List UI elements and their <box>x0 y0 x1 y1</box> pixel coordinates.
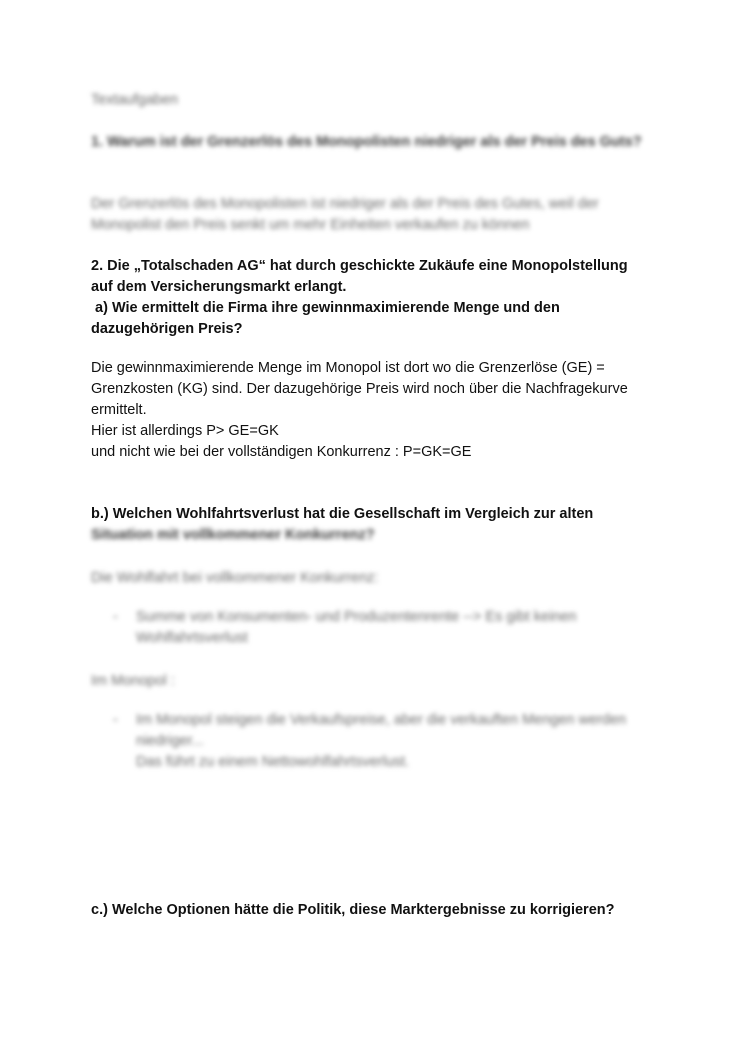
question-2-intro <box>91 256 671 340</box>
question-1: 1. Warum ist der Grenzerlös des Monopolisten niedriger als der Preis des Guts? <box>91 134 642 150</box>
document-heading: Textaufgaben <box>91 92 179 108</box>
question-2a-line-2: dazugehörigen Preis? <box>91 321 243 337</box>
question-2b <box>91 504 671 546</box>
list-item-line: Das führt zu einem Nettowohlfahrtsverlust. <box>136 754 410 770</box>
answer-2a-line-3: ermittelt. <box>91 402 147 418</box>
answer-2a-line-2: Grenzkosten (KG) sind. Der dazugehörige Preis wird noch über die Nachfragekurve <box>91 381 628 397</box>
bullet-dash: - <box>113 609 118 625</box>
list-item-line: Wohlfahrtsverlust <box>136 630 248 646</box>
list-item-line: Summe von Konsumenten- und Produzentenrente --> Es gibt keinen <box>136 609 577 625</box>
perfect-competition-list <box>91 607 671 649</box>
monopoly-label: Im Monopol : <box>91 673 175 689</box>
question-2-intro-line-2: auf dem Versicherungsmarkt erlangt. <box>91 279 347 295</box>
answer-2b <box>91 568 671 773</box>
answer-1: Der Grenzerlös des Monopolisten ist niedriger als der Preis des Gutes, weil der Monopolist den Preis senkt um mehr Einheiten verkaufen zu können <box>91 196 599 233</box>
bullet-dash: - <box>113 712 118 728</box>
question-2b-line-1: b.) Welchen Wohlfahrtsverlust hat die Gesellschaft im Vergleich zur alten <box>91 506 594 522</box>
answer-2a-line-5: und nicht wie bei der vollständigen Konkurrenz : P=GK=GE <box>91 444 472 460</box>
question-2-intro-line-1: 2. Die „Totalschaden AG“ hat durch geschickte Zukäufe eine Monopolstellung <box>91 258 628 274</box>
perfect-competition-label: Die Wohlfahrt bei vollkommener Konkurrenz: <box>91 570 379 586</box>
monopoly-list <box>91 710 671 773</box>
answer-2a-line-1: Die gewinnmaximierende Menge im Monopol ist dort wo die Grenzerlöse (GE) = <box>91 360 605 376</box>
answer-2a-line-4: Hier ist allerdings P> GE=GK <box>91 423 279 439</box>
list-item-line: niedriger... <box>136 733 204 749</box>
question-2c: c.) Welche Optionen hätte die Politik, diese Marktergebnisse zu korrigieren? <box>91 902 615 918</box>
question-2a-line-1: a) Wie ermittelt die Firma ihre gewinnmaximierende Menge und den <box>91 300 560 316</box>
list-item-line: Im Monopol steigen die Verkaufspreise, aber die verkauften Mengen werden <box>136 712 627 728</box>
list-item <box>91 710 671 773</box>
list-item <box>91 607 671 649</box>
answer-2a <box>91 358 671 463</box>
question-2b-line-2: Situation mit vollkommener Konkurrenz? <box>91 527 375 543</box>
